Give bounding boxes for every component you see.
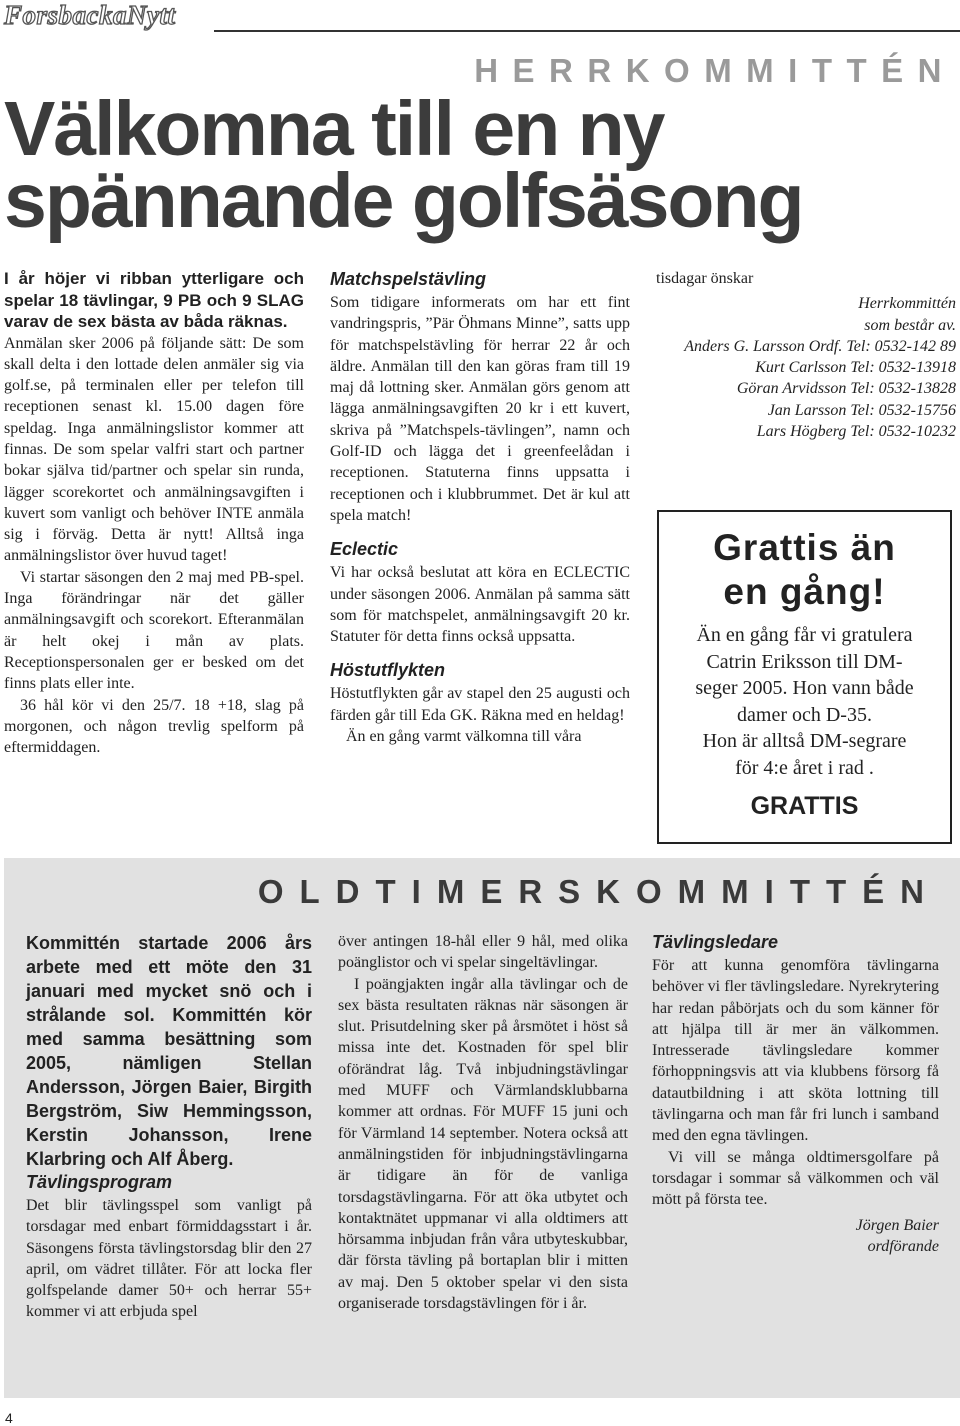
herr-column-3 bbox=[656, 268, 956, 442]
paragraph-hostutflykten: Höstutflykten går av stapel den 25 augusti och färden går till Eda GK. Räkna med en heldag! bbox=[330, 685, 630, 724]
headline bbox=[4, 86, 954, 244]
grattis-body-line: Hon är alltså DM-segrare bbox=[702, 730, 907, 752]
herr-lead: I år höjer vi ribban ytterligare och spelar 18 tävlingar, 9 PB och 9 SLAG varav de sex bästa av båda räknas. bbox=[4, 269, 304, 331]
paragraph-valkomna: Än en gång varmt välkomna till våra bbox=[346, 728, 582, 746]
grattis-body-line: för 4:e året i rad . bbox=[735, 756, 874, 779]
grattis-box bbox=[657, 510, 952, 844]
paragraph-tavlingsprogram: Det blir tävlingsspel som vanligt på torsdagar med enbart förmiddagsstart i år. Säsongens första tävlingstorsdag blir den 27 april, om vädret tillåter. För att locka fler golfspelande damer 50+ och herrar 55+ kommer vi att erbjuda spel bbox=[26, 1197, 312, 1321]
grattis-title bbox=[659, 526, 950, 614]
member-line: Göran Arvidsson Tel: 0532-13828 bbox=[736, 380, 956, 398]
paragraph-poanglistor: över antingen 18-hål eller 9 hål, med olika poänglistor och vi spelar singeltävlingar. bbox=[338, 933, 628, 972]
signature-name: Jörgen Baier bbox=[855, 1216, 939, 1234]
subhead-matchspel: Matchspelstävling bbox=[330, 269, 487, 289]
member-line: Lars Högberg Tel: 0532-10232 bbox=[756, 423, 956, 441]
page-number: 4 bbox=[5, 1410, 13, 1426]
herr-column-1 bbox=[4, 268, 304, 758]
headline-line-2: spännande golfsäsong bbox=[4, 158, 803, 244]
member-line: Kurt Carlsson Tel: 0532-13918 bbox=[755, 359, 956, 377]
top-rule bbox=[214, 30, 960, 32]
herr-column-2 bbox=[330, 268, 630, 747]
section-title-herrkommitten: HERRKOMMITTÉN bbox=[474, 52, 956, 89]
member-line: Anders G. Larsson Ordf. Tel: 0532-142 89 bbox=[684, 337, 956, 355]
member-line: Jan Larsson Tel: 0532-15756 bbox=[767, 401, 956, 419]
paragraph-poangjakten: I poängjakten ingår alla tävlingar och de sex bästa resultaten räknas när säsongen är slut. Prisutdelning sker på årsmötet i höst så missa inte det. Kostnaden för spel blir oförändrat låg. Två inbjudningstävlingar med MUFF och Värmlandsklubbarna kommer att ordnas. För MUFF 15 juni och för Värmland 14 september. Notera också att anmälningstiden för inbjudningstävlingarna är tidigare än för de vanliga torsdagstävlingarna. För att öka utbytet och kontaktnätet uppmanar vi alla oldtimers att hörsamma inbjudan från våra utbyteskubbar, där första tävling på bortaplan blir i mitten av maj. Den 5 oktober spelar vi den sista organiserade torsdagstävlingen för i år. bbox=[338, 975, 628, 1313]
signature-title: ordförande bbox=[867, 1237, 939, 1255]
signature-bestar-av: som består av. bbox=[864, 316, 956, 334]
herr-paragraph-36-hal: 36 hål kör vi den 25/7. 18 +18, slag på morgonen, och någon trevlig spelform på eftermiddagen. bbox=[4, 696, 304, 757]
grattis-title-line-1: Grattis än bbox=[713, 527, 896, 568]
paragraph-matchspel: Som tidigare informerats om har ett fint vandringspris, ”Pär Öhmans Minne”, satts upp för matchspelstävling för herrar 22 år och äldre. Anmälan till den kan göras fram till 19 maj då lottning sker. Anmälan görs genom att lägga anmälningsavgiften 20 kr i ett kuvert, skriva på ”Matchspels-tävlingen”, namn och Golf-ID och lägga det i greenfeelådan i receptionen. Statuterna finns uppsatta i receptionen och i klubbrummet. Det är kul att spela match! bbox=[330, 294, 630, 524]
paragraph-tavlingsledare: För att kunna genomföra tävlingarna behöver vi fler tävlingsledare. Nyrekrytering har redan påbörjats och du som känner för att hjälpa till är mer än välkommen. Intresserade tävlingsledare kommer förhoppningsvis att via klubbens försorg få datautbildning i att sköta lottning till tävlingarna och man får fri lunch i samband med den egna tävlingen. bbox=[652, 957, 939, 1145]
herr-paragraph-start: Vi startar säsongen den 2 maj med PB-spel. Inga förändringar när det gäller anmälningsavgift och scorekort. Efteranmälan är helt okej i mån av plats. Receptionspersonalen ger er besked om det finns plats eller inte. bbox=[4, 568, 304, 693]
section-title-oldtimerskommitten: OLDTIMERSKOMMITTÉN bbox=[257, 873, 940, 910]
oldtimers-column-2 bbox=[338, 931, 628, 1314]
masthead-logo: ForsbackaNytt bbox=[4, 0, 176, 30]
grattis-footer: GRATTIS bbox=[750, 792, 859, 820]
grattis-body-line: seger 2005. Hon vann både bbox=[695, 677, 914, 699]
paragraph-eclectic: Vi har också beslutat att köra en ECLECTIC under säsongen 2006. Anmälan på samma sätt som för matchspelet, anmälningsavgift 20 kr. Statuter för detta finns också uppsatta. bbox=[330, 564, 630, 646]
headline-line-1: Välkomna till en ny bbox=[4, 86, 664, 172]
grattis-body-line: damer och D-35. bbox=[737, 703, 872, 726]
oldtimers-lead: Kommittén startade 2006 års arbete med ett möte den 31 januari med mycket snö och i strålande sol. Kommittén kör med samma besättning som 2005, nämligen Stellan Andersson, Jörgen Baier, Birgith Bergström, Siw Hemmingsson, Kerstin Johansson, Irene Klarbring och Alf Åberg. bbox=[26, 933, 312, 1169]
subhead-hostutflykten: Höstutflykten bbox=[330, 660, 446, 681]
subhead-tavlingsprogram: Tävlingsprogram bbox=[26, 1172, 173, 1192]
grattis-body-line: Än en gång får vi gratulera bbox=[696, 624, 913, 646]
paragraph-tisdagar: tisdagar önskar bbox=[656, 270, 754, 287]
grattis-body-line: Catrin Eriksson till DM- bbox=[706, 650, 903, 673]
subhead-tavlingsledare: Tävlingsledare bbox=[652, 932, 779, 952]
oldtimers-column-1 bbox=[26, 931, 312, 1323]
oldtimers-column-3 bbox=[652, 931, 939, 1257]
herr-paragraph-anmalan: Anmälan sker 2006 på följande sätt: De som skall delta i den lottade delen anmäler sig via golf.se, på terminalen eller per telefon till receptionen senast kl. 15.00 dagen före speldag. Inga anmälningslistor kommer att finnas. De som spelar valfri start och partner bokar själva tid/partner och spelar sin runda, lägger scorekortet och anmälningsavgiften i kuvert som vanligt och behöver INTE anmäla sig i förväg. Detta är nytt! Alltså inga anmälningslistor över huvud taget! bbox=[4, 334, 304, 565]
signature-herrkommitten: Herrkommittén bbox=[858, 295, 956, 313]
grattis-body bbox=[659, 622, 950, 781]
grattis-title-line-2: en gång! bbox=[723, 571, 886, 612]
paragraph-valkommen: Vi vill se många oldtimersgolfare på torsdagar i sommar så välkommen och väl mött på första tee. bbox=[652, 1148, 939, 1209]
subhead-eclectic: Eclectic bbox=[330, 539, 399, 560]
